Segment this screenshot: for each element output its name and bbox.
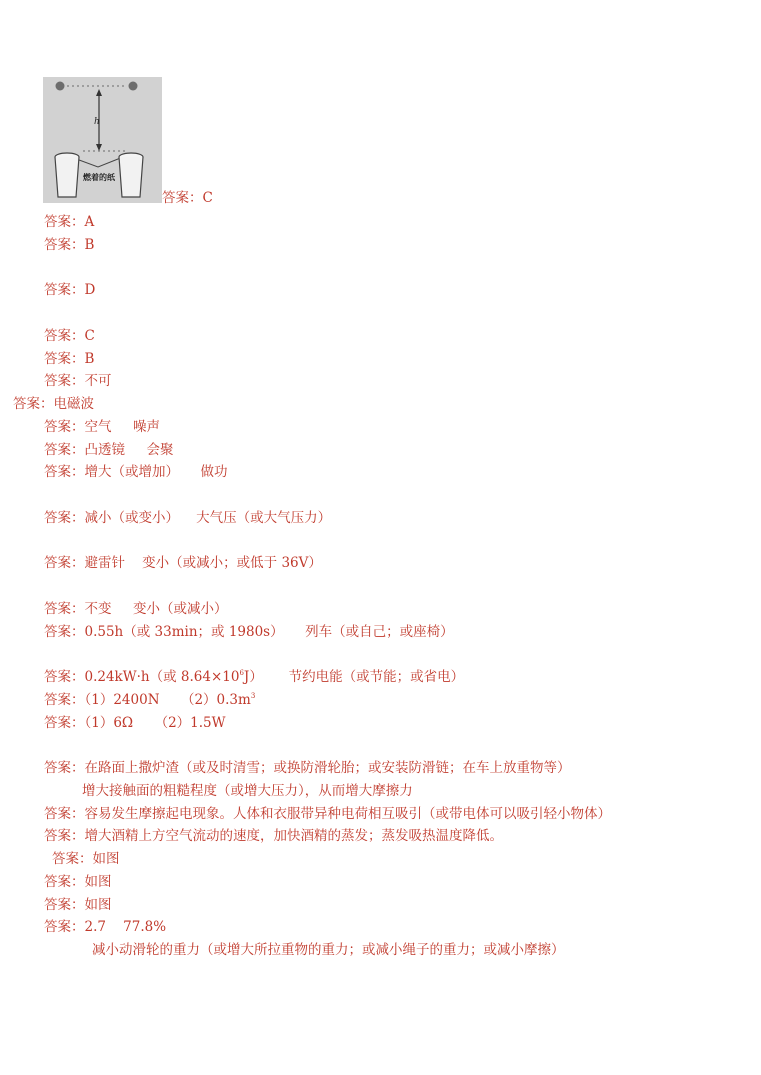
answer-19-continued: 增大接触面的粗糙程度（或增大压力），从而增大摩擦力 — [82, 783, 413, 799]
answer-11: 答案：增大（或增加） 做功 — [44, 464, 228, 480]
answer-25: 答案：2.7 77.8% — [44, 919, 167, 935]
answer-18: 答案：（1）6Ω （2）1.5W — [44, 715, 226, 731]
answer-24: 答案：如图 — [44, 897, 112, 913]
answer-16: 答案：0.24kW·h（或 $8.64\times 10^6J$） 节约电能（或节能；或省电） — [44, 669, 465, 685]
right-ball — [129, 82, 138, 91]
answer-13: 答案：避雷针 变小（或减小；或低于 36V） — [44, 555, 322, 571]
answer-19: 答案：在路面上撒炉渣（或及时清雪；或换防滑轮胎；或安装防滑链；在车上放重物等） — [44, 760, 571, 776]
left-cup — [55, 153, 79, 197]
answer-07: 答案：不可 — [44, 373, 112, 389]
answer-06: 答案：B — [44, 351, 95, 367]
answer-23: 答案：如图 — [44, 874, 112, 890]
answer-09: 答案：空气 噪声 — [44, 419, 160, 435]
h-label: h — [94, 117, 100, 127]
answer-03: 答案：B — [44, 237, 95, 253]
paper-label: 燃着的纸 — [83, 173, 115, 182]
cups-diagram — [43, 77, 162, 203]
answer-17: 答案：（1）2400N $(2)0.3m^3$ — [44, 692, 256, 708]
answer-22: 答案：如图 — [52, 851, 120, 867]
answer-12: 答案：减小（或变小） 大气压（或大气压力） — [44, 510, 332, 526]
answer-21: 答案：增大酒精上方空气流动的速度，加快酒精的蒸发；蒸发吸热温度降低。 — [44, 828, 503, 844]
answer-15: 答案：0.55h（或 33min；或 1980s） 列车（或自己；或座椅） — [44, 624, 454, 640]
answer-14: 答案：不变 变小（或减小） — [44, 601, 228, 617]
answer-10: 答案：凸透镜 会聚 — [44, 442, 174, 458]
answer-04: 答案：D — [44, 282, 96, 298]
answer-05: 答案：C — [44, 328, 95, 344]
figure-cups-height — [43, 77, 162, 203]
answer-20: 答案：容易发生摩擦起电现象。人体和衣服带异种电荷相互吸引（或带电体可以吸引轻小物体） — [44, 806, 611, 822]
answer-02: 答案：A — [44, 214, 95, 230]
answer-08: 答案：电磁波 — [13, 396, 94, 412]
right-cup — [119, 153, 143, 197]
answer-25-continued: 减小动滑轮的重力（或增大所拉重物的重力；或减小绳子的重力；或减小摩擦） — [92, 942, 565, 958]
left-ball — [56, 82, 65, 91]
answer-01: 答案：C — [162, 190, 213, 206]
